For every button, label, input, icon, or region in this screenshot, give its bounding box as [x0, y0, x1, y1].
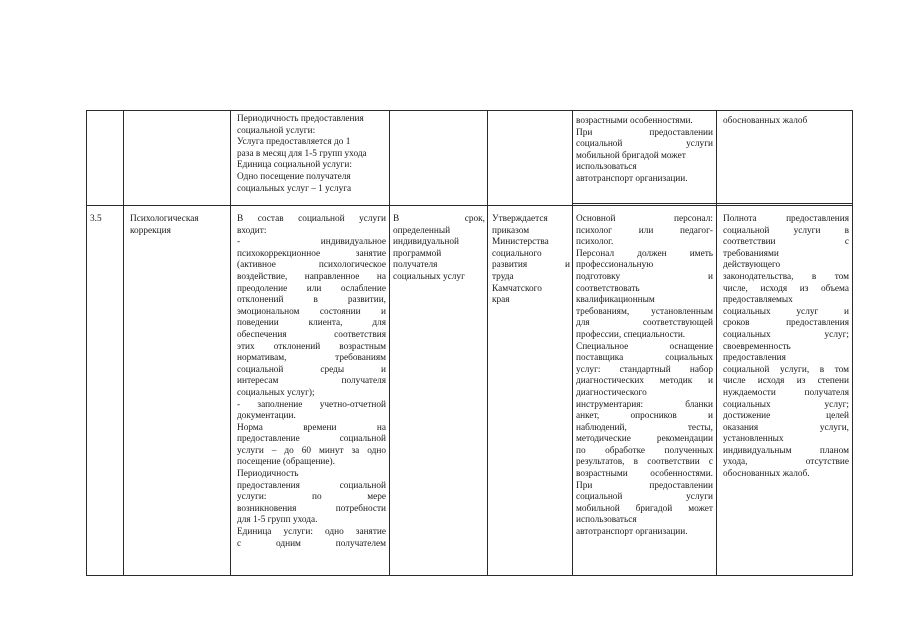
text-line: предоставляемых [723, 295, 793, 306]
tariff-cell [492, 214, 570, 307]
text-line: труда [492, 271, 514, 282]
text-line: инструментария: бланки [576, 399, 713, 410]
text-line: поведении клиента, для [237, 318, 386, 329]
text-line: для соответствующей [576, 318, 713, 329]
text-line: профессиональную [576, 260, 654, 271]
text-line: социальных услуг; [723, 329, 849, 340]
text-line: законодательства, в том [723, 271, 849, 282]
text-line: сроков предоставления [723, 318, 849, 329]
column-border-left [86, 110, 87, 576]
text-line: интересам получателя [237, 376, 386, 387]
text-line: поставщика социальных [576, 353, 713, 364]
table-top-border [86, 110, 853, 111]
text-line: социальных услуг [393, 271, 465, 282]
text-line: ухода, отсутствие [723, 457, 849, 468]
text-line: обеспечения соответствия [237, 329, 386, 340]
top-row-evaluation-cell [723, 116, 849, 128]
text-line: по обработке полученных [576, 445, 713, 456]
text-line: Периодичность [237, 469, 299, 480]
text-line: услуг: стандартный набор [576, 364, 713, 375]
text-line: психолог или педагог- [576, 225, 713, 236]
text-line: социального [492, 248, 542, 259]
text-line: подготовку и [576, 271, 713, 282]
text-line: преодоление или ослабление [237, 283, 386, 294]
text-line: психолог. [576, 237, 614, 248]
text-line: услуги – до 60 минут за одно [237, 445, 386, 456]
text-line: действующего [723, 260, 781, 271]
text-line: социальной услуги: [237, 125, 316, 136]
text-line: диагностического [576, 387, 647, 398]
text-line: требованиям, установленным [576, 306, 713, 317]
text-line: нуждаемости получателя [723, 387, 849, 398]
text-line: (активное психологическое [237, 260, 386, 271]
text-line: для 1-5 групп ухода. [237, 515, 318, 526]
text-line: раза в месяц для 1-5 групп ухода [237, 148, 367, 159]
text-line: предоставление социальной [237, 434, 386, 445]
service-term-cell [393, 214, 485, 284]
text-line: социальной услуги в [723, 225, 849, 236]
text-line: профессии, специальности. [576, 329, 686, 340]
column-border-right [852, 110, 853, 576]
text-line: Специальное оснащение [576, 341, 713, 352]
text-line: социальных услуг – 1 услуга [237, 183, 352, 194]
service-name: Психологическая коррекция [130, 214, 199, 236]
text-line: мобильной бригадой может [576, 503, 713, 514]
text-line: нормативам, требованиям [237, 353, 386, 364]
text-line: результатов, в соответствии с [576, 457, 713, 468]
text-line: автотранспорт организации. [576, 527, 688, 538]
text-line: социальных услуг; [723, 399, 849, 410]
text-line: края [492, 295, 510, 306]
text-line: мобильной бригадой может [576, 150, 686, 161]
text-line: развития и [492, 260, 570, 271]
text-line: - заполнение учетно-отчетной [237, 399, 386, 410]
text-line: документации. [237, 411, 296, 422]
text-line: Единица социальной услуги: [237, 160, 352, 171]
row-divider [86, 205, 853, 206]
text-line: приказом [492, 225, 530, 236]
text-line: Камчатского [492, 283, 542, 294]
text-line: Единица услуги: одно занятие [237, 527, 386, 538]
text-line: предоставления социальной [237, 480, 386, 491]
text-line: Одно посещение получателя [237, 171, 351, 182]
text-line: возникновения потребности [237, 503, 386, 514]
text-line: наблюдений, тесты, [576, 422, 713, 433]
text-line: достижение целей [723, 411, 849, 422]
text-line: анкет, опросников и [576, 411, 713, 422]
text-line: своевременность [723, 341, 791, 352]
text-line: Норма времени на [237, 422, 386, 433]
text-line: числе, исходя из объема [723, 283, 849, 294]
text-line: Периодичность предоставления [237, 114, 364, 124]
text-line: При предоставлении [576, 480, 713, 491]
text-line: эмоциональном состоянии и [237, 306, 386, 317]
text-line: использоваться [576, 162, 637, 173]
column-border [716, 110, 717, 576]
text-line: социальной услуги [576, 139, 713, 150]
column-border [572, 110, 573, 576]
text-line: воздействие, направленное на [237, 271, 386, 282]
text-line: автотранспорт организации. [576, 173, 688, 184]
text-line: квалификационным [576, 295, 655, 306]
text-line: оказания услуги, [723, 422, 849, 433]
text-line: установленных [723, 434, 784, 445]
text-line: числе исходя из степени [723, 376, 849, 387]
text-line: индивидуальным планом [723, 445, 849, 456]
text-line: этих отклонений возрастным [237, 341, 386, 352]
text-line: посещение (обращение). [237, 457, 335, 468]
text-line: диагностических методик и [576, 376, 713, 387]
text-line: - индивидуальное [237, 237, 386, 248]
row-number: 3.5 [90, 214, 102, 224]
text-line: При предоставлении [576, 127, 713, 138]
text-line: социальных услуг и [723, 306, 849, 317]
text-line: социальной среды и [237, 364, 386, 375]
column-border [230, 110, 231, 576]
row-divider-upper-right [573, 203, 853, 204]
text-line: индивидуальной [393, 237, 459, 248]
service-description-cell [237, 214, 386, 550]
text-line: услуги: по мере [237, 492, 386, 503]
text-line: Основной персонал: [576, 214, 713, 224]
text-line: требованиями [723, 248, 779, 259]
text-line: социальных услуг); [237, 387, 315, 398]
column-border [487, 110, 488, 576]
text-line: Персонал должен иметь [576, 248, 713, 259]
column-border [123, 110, 124, 576]
text-line: социальной услуги [576, 492, 713, 503]
text-line: использоваться [576, 515, 637, 526]
text-line: В срок, [393, 214, 485, 224]
top-row-periodicity-cell [237, 114, 387, 195]
text-line: с одним получателем [237, 538, 386, 549]
text-line: возрастными особенностями. [576, 469, 713, 480]
text-line: определенный [393, 225, 451, 236]
text-line: программой [393, 248, 442, 259]
text-line: соответствовать [576, 283, 640, 294]
text-line: предоставления [723, 353, 786, 364]
table-bottom-edge [86, 575, 853, 576]
text-line: обоснованных жалоб [723, 116, 808, 126]
text-line: психокоррекционное занятие [237, 248, 386, 259]
quality-indicators-cell [723, 214, 849, 481]
column-border [389, 110, 390, 576]
text-line: входит: [237, 225, 267, 236]
text-line: соответствии с [723, 237, 849, 248]
provision-conditions-cell [576, 214, 713, 539]
text-line: методические рекомендации [576, 434, 713, 445]
text-line: обоснованных жалоб. [723, 469, 810, 480]
text-line: возрастными особенностями. [576, 116, 693, 126]
text-line: получателя [393, 260, 438, 271]
text-line: Министерства [492, 237, 549, 248]
text-line: Услуга предоставляется до 1 [237, 137, 351, 148]
text-line: Утверждается [492, 214, 548, 224]
text-line: социальной услуги, в том [723, 364, 849, 375]
top-row-conditions-cell [576, 116, 713, 186]
text-line: отклонений в развитии, [237, 295, 386, 306]
text-line: В состав социальной услуги [237, 214, 386, 224]
text-line: Полнота предоставления [723, 214, 849, 224]
